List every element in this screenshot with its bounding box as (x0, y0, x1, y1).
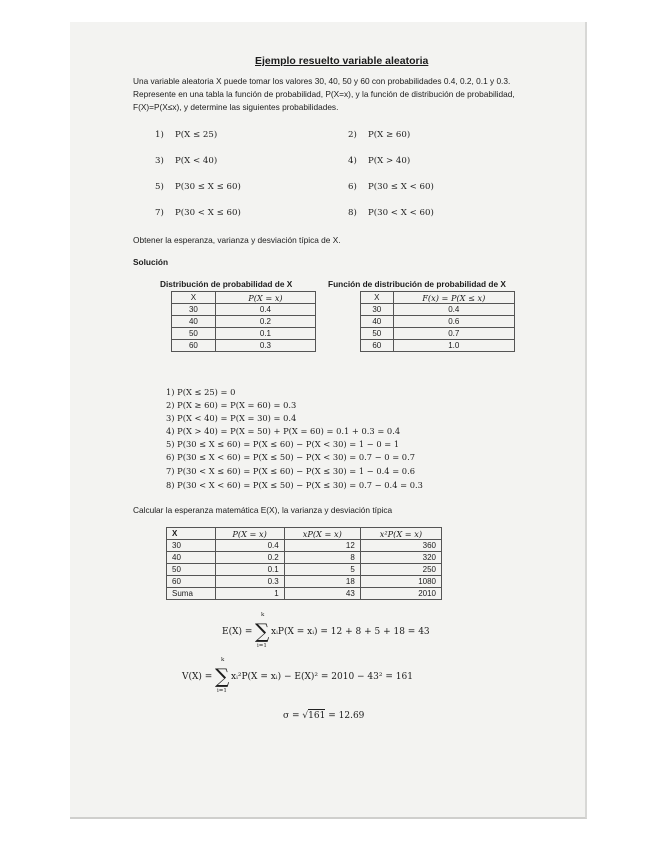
solution-6: 6) P(30 ≤ X < 60) = P(X ≤ 50) − P(X < 30) = 0.7 − 0 = 0.7 (166, 452, 415, 462)
solution-heading: Solución (133, 257, 169, 267)
table-row: 40 0.6 (361, 316, 515, 328)
solution-2: 2) P(X ≥ 60) = P(X = 60) = 0.3 (166, 400, 297, 410)
table3-header-x: X (167, 528, 216, 540)
table-row: 60 1.0 (361, 340, 515, 352)
table2-header-x: X (361, 292, 394, 304)
solution-5: 5) P(30 ≤ X ≤ 60) = P(X ≤ 60) − P(X < 30) = 1 − 0 = 1 (166, 439, 400, 449)
solution-4: 4) P(X > 40) = P(X = 50) + P(X = 60) = 0.1 + 0.3 = 0.4 (166, 426, 401, 436)
expectation-lhs: E(X) = (222, 627, 253, 637)
question-1: 1) P(X ≤ 25) (155, 130, 218, 140)
page-title: Ejemplo resuelto variable aleatoria (255, 55, 429, 67)
table-row: 30 0.4 12 360 (167, 540, 442, 552)
std-dev-formula (283, 711, 364, 721)
question-2: 2) P(X ≥ 60) (348, 130, 411, 140)
table-row: 30 0.4 (361, 304, 515, 316)
table3-header-xp: xP(X = x) (284, 528, 360, 540)
calc-heading: Calcular la esperanza matemática E(X), la varianza y desviación típica (133, 505, 393, 515)
table3-header-x2p: x²P(X = x) (360, 528, 441, 540)
table3-header-p: P(X = x) (215, 528, 284, 540)
solution-3: 3) P(X < 40) = P(X = 30) = 0.4 (166, 413, 297, 423)
expectation-sum-bottom: i=1 (257, 643, 267, 649)
problem-statement: Una variable aleatoria X puede tomar los valores 30, 40, 50 y 60 con probabilidades 0.4, 0.2, 0.1 y 0.3. Represente en una tabla la función de probabilidad, P(X=x), y la función de distribución de probabilidad, F(X)=P(X≤x), y determine las siguientes probabilidades. (133, 76, 515, 113)
variance-sum-bottom: i=1 (217, 688, 227, 694)
std-dev-lhs: σ = (283, 711, 300, 721)
table-row: 30 0.4 (172, 304, 316, 316)
table-row: Suma 1 43 2010 (167, 588, 442, 600)
sqrt-icon: √ (302, 711, 309, 721)
table2-caption: Función de distribución de probabilidad de X (328, 279, 506, 289)
probability-table (171, 291, 316, 352)
moments-table (166, 527, 442, 600)
std-dev-radicand: 161 (308, 711, 326, 721)
question-4: 4) P(X > 40) (348, 156, 411, 166)
expectation-body: xᵢP(X = xᵢ) = 12 + 8 + 5 + 18 = 43 (271, 627, 430, 637)
table1-caption: Distribución de probabilidad de X (160, 279, 293, 289)
expectation-sum-top: k (261, 612, 265, 618)
question-8: 8) P(30 < X < 60) (348, 208, 434, 218)
question-3: 3) P(X < 40) (155, 156, 218, 166)
table2-header-f: F(x) = P(X ≤ x) (393, 292, 514, 304)
solution-1: 1) P(X ≤ 25) = 0 (166, 387, 236, 397)
std-dev-result: = 12.69 (328, 711, 365, 721)
table-row: 50 0.1 (172, 328, 316, 340)
distribution-table (360, 291, 515, 352)
table-row: 60 0.3 18 1080 (167, 576, 442, 588)
variance-lhs: V(X) = (182, 672, 213, 682)
variance-body: xᵢ²P(X = xᵢ) − E(X)² = 2010 − 43² = 161 (231, 672, 413, 682)
variance-sum-top: k (221, 657, 225, 663)
table-row: 60 0.3 (172, 340, 316, 352)
sum-icon: ∑ (215, 664, 230, 688)
sum-icon: ∑ (255, 619, 270, 643)
paper-sheet (70, 22, 587, 819)
question-6: 6) P(30 ≤ X < 60) (348, 182, 434, 192)
obtain-instruction: Obtener la esperanza, varianza y desviación típica de X. (133, 235, 341, 245)
table1-header-x: X (172, 292, 216, 304)
table-row: 50 0.7 (361, 328, 515, 340)
solution-8: 8) P(30 < X < 60) = P(X ≤ 50) − P(X ≤ 30) = 0.7 − 0.4 = 0.3 (166, 480, 423, 490)
question-5: 5) P(30 ≤ X ≤ 60) (155, 182, 241, 192)
question-7: 7) P(30 < X ≤ 60) (155, 208, 241, 218)
table-row: 40 0.2 (172, 316, 316, 328)
table-row: 50 0.1 5 250 (167, 564, 442, 576)
table-row: 40 0.2 8 320 (167, 552, 442, 564)
table1-header-p: P(X = x) (215, 292, 315, 304)
solution-7: 7) P(30 < X ≤ 60) = P(X ≤ 60) − P(X ≤ 30) = 1 − 0.4 = 0.6 (166, 466, 415, 476)
